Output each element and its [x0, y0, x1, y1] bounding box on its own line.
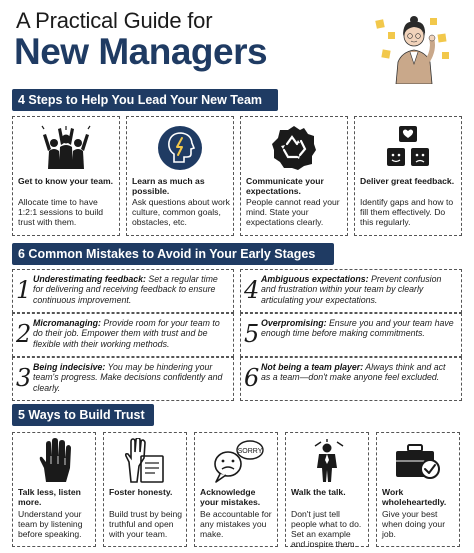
mistake-number: 4 [244, 276, 260, 304]
trust-body: Build trust by being truthful and open with your team. [109, 509, 183, 539]
hand-stop-icon [34, 438, 74, 484]
mistake-item-3 [12, 357, 234, 401]
team-cheering-icon [40, 125, 92, 171]
feedback-faces-icon [384, 124, 432, 172]
mistake-title: Being indecisive: [33, 362, 106, 372]
mistake-number: 6 [244, 364, 260, 392]
walking-person-icon [307, 438, 347, 484]
trust-title: Talk less, listen more. [18, 487, 81, 507]
step-title: Get to know your team. [18, 176, 114, 186]
honesty-pledge-icon [123, 438, 167, 484]
mistake-body: Always think and act as a team—don't make anyone feel excluded. [261, 362, 446, 383]
mistake-body: You may be hindering your team's progress. Make decisions confidently and clearly. [33, 362, 223, 393]
trust-body: Be accountable for any mistakes you make. [200, 509, 272, 539]
trust-card-1 [12, 432, 96, 547]
step-body: Ask questions about work culture, common goals, obstacles, etc. [132, 197, 230, 227]
mistake-number: 5 [244, 320, 260, 348]
mistake-body: Set a regular time for delivering and receiving feedback to ensure continuous improvement. [33, 274, 218, 305]
mistakes-heading: 6 Common Mistakes to Avoid in Your Early Stages [12, 243, 334, 265]
mistake-item-4 [240, 269, 462, 313]
mistake-body: Provide room for your team to do their job. Empower them with trust and be flexible with their working methods. [33, 318, 220, 349]
trust-card-3 [194, 432, 278, 547]
mistake-body: Ensure you and your team have enough time before making commitments. [261, 318, 454, 339]
steps-heading: 4 Steps to Help You Lead Your New Team [12, 89, 278, 111]
trust-body: Understand your team by listening before speaking. [18, 509, 83, 539]
mistake-title: Ambiguous expectations: [261, 274, 369, 284]
mistake-number: 1 [16, 276, 32, 304]
trust-body: Give your best when doing your job. [382, 509, 446, 539]
mistake-item-1 [12, 269, 234, 313]
mistake-title: Underestimating feedback: [33, 274, 146, 284]
trust-title: Walk the talk. [291, 487, 346, 497]
step-card-2 [126, 116, 234, 236]
briefcase-check-icon [394, 441, 442, 481]
trust-heading: 5 Ways to Build Trust [12, 404, 154, 426]
mistake-title: Micromanaging: [33, 318, 101, 328]
step-card-4 [354, 116, 462, 236]
trust-card-5 [376, 432, 460, 547]
page-title: New Managers [14, 31, 268, 72]
trust-card-4 [285, 432, 369, 547]
mistake-number: 3 [16, 364, 32, 392]
mistake-item-5 [240, 313, 462, 357]
trust-card-2 [103, 432, 187, 547]
recycle-arrows-icon [270, 124, 318, 172]
page-subtitle: A Practical Guide for [16, 8, 213, 33]
trust-title: Foster honesty. [109, 487, 173, 497]
mistake-body: Prevent confusion and frustration within your team by clearly articulating your expectations. [261, 274, 442, 305]
mistake-number: 2 [16, 320, 32, 348]
trust-title: Acknowledge your mistakes. [200, 487, 261, 507]
trust-body: Don't just tell people what to do. Set an example and inspire them. [291, 509, 362, 549]
manager-illustration [368, 6, 460, 84]
step-title: Communicate your expectations. [246, 176, 324, 196]
mistake-title: Overpromising: [261, 318, 327, 328]
mistake-item-6 [240, 357, 462, 401]
mistake-item-2 [12, 313, 234, 357]
step-card-1 [12, 116, 120, 236]
sorry-text: SORRY [237, 448, 263, 455]
step-body: People cannot read your mind. State your expectations clearly. [246, 197, 340, 227]
trust-title: Work wholeheartedly. [382, 487, 447, 507]
step-card-3 [240, 116, 348, 236]
sorry-bubble-icon [208, 438, 264, 484]
lightbulb-head-icon [156, 124, 204, 172]
step-title: Learn as much as possible. [132, 176, 205, 196]
step-body: Identify gaps and how to fill them effectively. Do this regularly. [360, 197, 454, 227]
step-body: Allocate time to have 1:2:1 sessions to build trust with them. [18, 197, 104, 227]
mistake-title: Not being a team player: [261, 362, 364, 372]
step-title: Deliver great feedback. [360, 176, 455, 186]
